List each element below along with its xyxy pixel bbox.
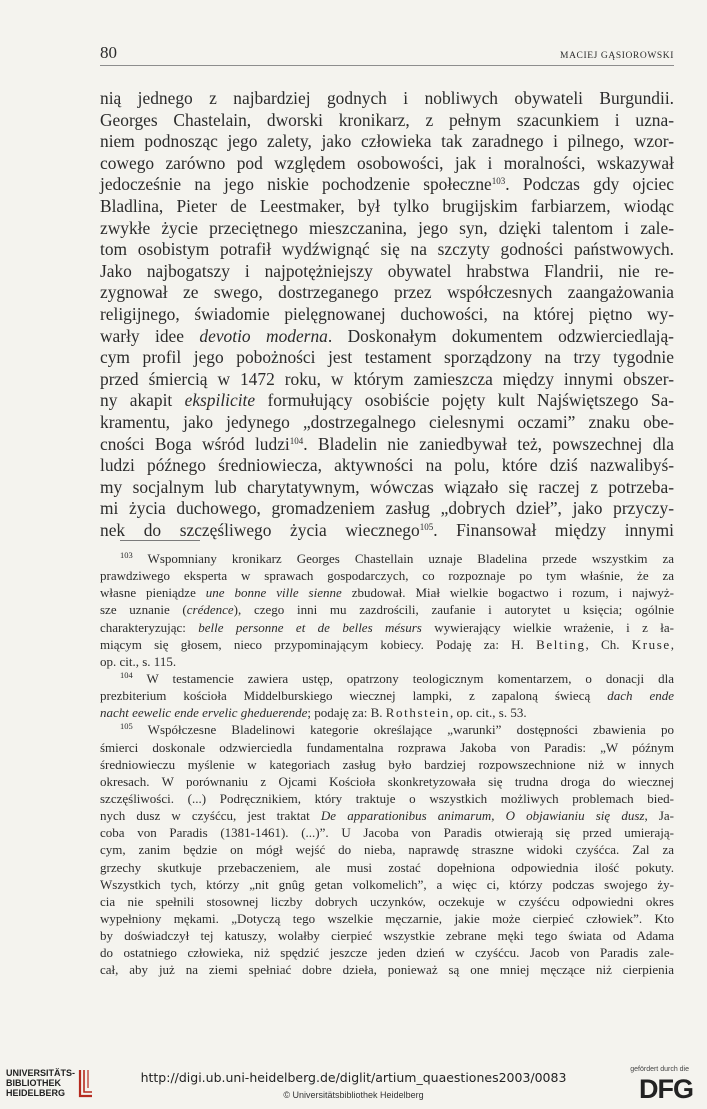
footnote-line: grzechy skutkuje przebaczeniem, ale musi zostać dopełniona odpowiednia ilość pokuty. (100, 859, 674, 875)
footnote-line: okresach. W porównaniu z Ojcami Kościoła skonkretyzowała się trudna droga do wiecznej (100, 773, 674, 789)
text-line: religijnego, świadomie pielęgnowanej duchowości, na której piętno wy- (100, 303, 674, 324)
viewer-footer (0, 1062, 707, 1109)
text-line: Georges Chastelain, dworski kronikarz, z pełnym szacunkiem i uzna- (100, 109, 674, 130)
text-line: cowego zarówno pod względem osobowości, jak i moralności, wskazywał (100, 152, 674, 173)
footnote-number: 103 (120, 550, 133, 560)
footnote-line: $^{105}$ Współczesne Bladelinowi kategorie określające „warunki” dostępności zbawienia po (120, 721, 674, 738)
footnote-line: własne pieniądze une bonne ville sienne zbudował. Miał wielkie bogactwo i rozum, i najwyż- (100, 585, 675, 601)
footnote-line: sze uznanie (crédence), czego inni mu zazdrościli, zaufanie i autorytet u księcia; ogólnie (100, 602, 674, 618)
footnote-line: prawdziwego eksperta w sprawach gospodarczych, co rozpoznaje po tym właśnie, że za (100, 568, 674, 584)
text-line: nek do szczęśliwego życia wiecznego$^{105}$. Finansował między innymi (100, 519, 674, 540)
text-line: mi życia duchowego, gromadzeniem zasług „dobrych dzieł”, jako przyczy- (100, 498, 674, 519)
running-head: MACIEJ GĄSIOROWSKI (560, 50, 674, 61)
footnote-line: do ostatniego człowieka, niż spędzić jeszcze jeden dzień w czyśćcu. Jacob von Paradis zale- (100, 945, 674, 961)
permalink-url[interactable]: http://digi.ub.uni-heidelberg.de/diglit/artium_quaestiones2003/0083 (140, 1070, 567, 1085)
footnote-line: nacht eewelic ende ervelic gheduerende; podaję za: B. Rothstein, op. cit., s. 53. (100, 705, 527, 721)
footnote-line: miącym się głosem, nieco przypominającym kobiecy. Podaję za: H. Belting, Ch. Kruse, (100, 636, 675, 652)
text-line: kramentu, jako jedynego „dostrzegalnego cielesnymi oczami” znaku obe- (100, 411, 674, 432)
text-line: zygnował ze swego, dostrzeganego przez współczesnych zaangażowania (100, 282, 674, 303)
text-line: przed śmiercią w 1472 roku, w którym zamieszcza między innymi obszer- (100, 368, 674, 389)
footnote-line: $^{104}$ W testamencie zawiera ustęp, opatrzony teologicznym komentarzem, o donacji dla (120, 669, 674, 686)
footnote-line: coba von Paradis (1381-1461). (...)”. U Jacoba von Paradis otwierają się przed umierają- (100, 825, 674, 841)
footnote-line: charakteryzując: belle personne et de belles mésurs wywierający wielkie wrażenie, i z ła- (100, 619, 675, 635)
text-line: cności Boga wśród ludzi$^{104}$. Bladelin nie zaniedbywał też, powszechnej dla (100, 433, 674, 454)
footnote-line: $^{103}$ Wspomniany kronikarz Georges Chastellain uznaje Bladelina przede wszystkim za (120, 550, 674, 566)
footnote-line: op. cit., s. 115. (100, 653, 177, 669)
text-line: my socjalnym lub charytatywnym, wówczas wiązało się raczej z potrzeba- (100, 476, 674, 497)
library-logo[interactable]: UNIVERSITÄTS- BIBLIOTHEK HEIDELBERG (6, 1068, 76, 1098)
footnote-line: cał, aby już na ziemi spełniać dobre dzieła, ponieważ są one mniej męczące niż cierpienia (100, 962, 674, 978)
text-line: jedocześnie na jego niskie pochodzenie społeczne$^{103}$. Podczas gdy ojciec (100, 174, 674, 195)
text-line: nią jednego z najbardziej godnych i nobliwych obywateli Burgundii. (100, 88, 674, 108)
footnote-line: średniowieczu myślenie w kategoriach zasług było bardziej rozpowszechnione niż w innych (100, 756, 674, 772)
footnote-separator (120, 540, 200, 541)
text-line: cym profil jego pobożności jest testament sporządzony na trzy tygodnie (100, 347, 674, 368)
footnote-line: cym, zanim będzie on mógł wejść do nieba, naprawdę straszne widoki czyśćca. Zal za (100, 842, 674, 858)
funding-note: gefördert durch die (630, 1066, 689, 1073)
text-line: warły idee devotio moderna. Doskonałym dokumentem odzwierciedlają- (100, 325, 674, 346)
footnotes (100, 550, 674, 979)
dfg-logo[interactable]: DFG (639, 1074, 693, 1104)
text-line: Bladlina, Pieter de Leestmaker, był tylko brugijskim farbiarzem, wiodąc (100, 195, 674, 216)
footnote-ref[interactable]: 104 (289, 435, 304, 446)
footnote-line: nych dusz w czyśćcu, jest traktat De apparationibus animarum, O objawianiu się dusz, Ja- (100, 808, 674, 824)
page-number: 80 (100, 43, 117, 62)
copyright-notice: © Universitätsbibliothek Heidelberg (283, 1090, 424, 1100)
footnote-ref[interactable]: 105 (419, 521, 434, 532)
footnote-line: szczęśliwości. (...) Podręcznikiem, który traktuje o wszystkich możliwych problemach bied- (100, 790, 674, 806)
footnote-line: prezbiterium kościoła Middelburskiego wiecznej lampki, z zapaloną świecą dach ende (100, 688, 674, 704)
footnote-line: śmierci doskonale odzwierciedla fundamentalna rozprawa Jakoba von Paradis: „W późnym (100, 739, 674, 755)
footnote-number: 104 (120, 669, 133, 680)
main-text (100, 88, 674, 541)
footnote-ref[interactable]: 103 (491, 176, 506, 187)
footnote-line: wypełniony mękami. „Dotyczą tego wszelkie męczarnie, jakie może cierpieć człowiek”. Kto (100, 910, 674, 926)
text-line: niem podnosząc jego zalety, jako człowieka tak zaradnego i pilnego, wzor- (100, 131, 674, 152)
footnote-line: cia nie spełnili stosownej liczby dobrych uczynków, oczekuje w czyśćcu odpowiedni okres (100, 893, 674, 909)
text-line: tom osobistym potrafił wydźwignąć się na szczyty godności państwowych. (100, 239, 674, 260)
text-line: Jako najbogatszy i najpotężniejszy obywatel hrabstwa Flandrii, nie re- (100, 260, 674, 281)
text-line: ludzi późnego średniowiecza, aktywności na polu, które dziś nazwalibyś- (100, 455, 674, 476)
footnote-line: by doświadczył tej katuszy, wolałby cierpieć wszystkie zebrane męki tego świata od Adama (100, 928, 674, 944)
footnote-number: 105 (120, 721, 133, 732)
page-header (100, 44, 674, 66)
footnote-line: Wszystkich tych, którzy „nit gnûg getan volkomelich”, a więc ci, którzy podczas swojego ży- (100, 876, 674, 892)
text-line: zwykłe życie przeciętnego mieszczanina, jego syn, dzięki talentom i zale- (100, 217, 674, 238)
text-line: ny akapit ekspilicite formułujący osobiście pojęty kult Najświętszego Sa- (100, 390, 675, 411)
